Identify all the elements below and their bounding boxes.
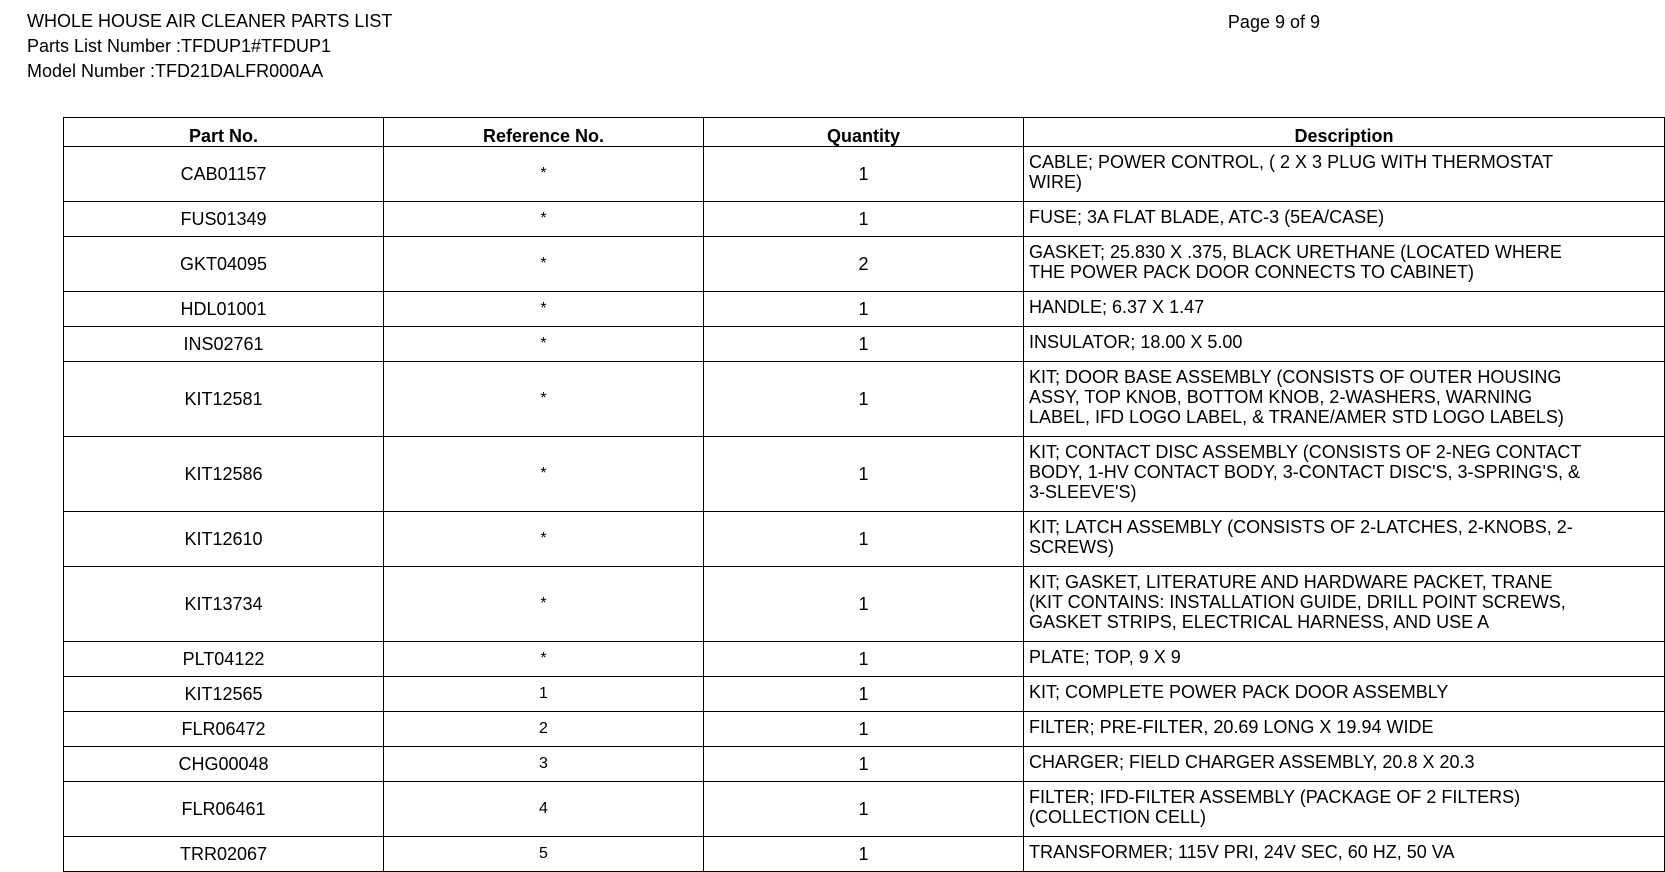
- reference-number: 3: [384, 747, 704, 782]
- part-number: FUS01349: [64, 202, 384, 237]
- description: KIT; GASKET, LITERATURE AND HARDWARE PACKET, TRANE (KIT CONTAINS: INSTALLATION GUIDE, DRILL POINT SCREWS, GASKET STRIPS, ELECTRICAL HARNESS, AND USE A: [1024, 567, 1665, 642]
- table-row: [64, 202, 1665, 237]
- reference-number: *: [384, 362, 704, 437]
- part-number: CAB01157: [64, 147, 384, 202]
- part-number: FLR06472: [64, 712, 384, 747]
- reference-number: *: [384, 147, 704, 202]
- table-row: [64, 147, 1665, 202]
- part-number: KIT12610: [64, 512, 384, 567]
- table-row: [64, 237, 1665, 292]
- quantity: 1: [704, 437, 1024, 512]
- part-number: KIT12586: [64, 437, 384, 512]
- description: HANDLE; 6.37 X 1.47: [1024, 292, 1665, 327]
- table-row: [64, 567, 1665, 642]
- description: INSULATOR; 18.00 X 5.00: [1024, 327, 1665, 362]
- description: CABLE; POWER CONTROL, ( 2 X 3 PLUG WITH THERMOSTAT WIRE): [1024, 147, 1665, 202]
- reference-number: 1: [384, 677, 704, 712]
- column-header-reference-no: Reference No.: [384, 118, 704, 147]
- part-number: INS02761: [64, 327, 384, 362]
- table-row: [64, 642, 1665, 677]
- column-header-description: Description: [1024, 118, 1665, 147]
- part-number: KIT12565: [64, 677, 384, 712]
- column-header-quantity: Quantity: [704, 118, 1024, 147]
- description: KIT; LATCH ASSEMBLY (CONSISTS OF 2-LATCHES, 2-KNOBS, 2- SCREWS): [1024, 512, 1665, 567]
- table-row: [64, 292, 1665, 327]
- reference-number: *: [384, 512, 704, 567]
- reference-number: *: [384, 292, 704, 327]
- table-row: [64, 362, 1665, 437]
- quantity: 2: [704, 237, 1024, 292]
- quantity: 1: [704, 147, 1024, 202]
- table-row: [64, 677, 1665, 712]
- table-row: [64, 747, 1665, 782]
- document-title: WHOLE HOUSE AIR CLEANER PARTS LIST: [27, 11, 393, 31]
- quantity: 1: [704, 642, 1024, 677]
- quantity: 1: [704, 362, 1024, 437]
- part-number: TRR02067: [64, 837, 384, 872]
- description: FUSE; 3A FLAT BLADE, ATC-3 (5EA/CASE): [1024, 202, 1665, 237]
- quantity: 1: [704, 567, 1024, 642]
- table-row: [64, 437, 1665, 512]
- reference-number: 2: [384, 712, 704, 747]
- table-row: [64, 837, 1665, 872]
- description: GASKET; 25.830 X .375, BLACK URETHANE (LOCATED WHERE THE POWER PACK DOOR CONNECTS TO CABINET): [1024, 237, 1665, 292]
- description: KIT; CONTACT DISC ASSEMBLY (CONSISTS OF 2-NEG CONTACT BODY, 1-HV CONTACT BODY, 3-CONTACT DISC'S, 3-SPRING'S, & 3-SLEEVE'S): [1024, 437, 1665, 512]
- quantity: 1: [704, 677, 1024, 712]
- table-header-row: [64, 118, 1665, 147]
- description: TRANSFORMER; 115V PRI, 24V SEC, 60 HZ, 50 VA: [1024, 837, 1665, 872]
- table-row: [64, 512, 1665, 567]
- description: CHARGER; FIELD CHARGER ASSEMBLY, 20.8 X 20.3: [1024, 747, 1665, 782]
- quantity: 1: [704, 782, 1024, 837]
- description: PLATE; TOP, 9 X 9: [1024, 642, 1665, 677]
- part-number: PLT04122: [64, 642, 384, 677]
- part-number: HDL01001: [64, 292, 384, 327]
- reference-number: *: [384, 327, 704, 362]
- page-number: Page 9 of 9: [1227, 12, 1320, 32]
- parts-table: [63, 117, 1665, 872]
- quantity: 1: [704, 712, 1024, 747]
- part-number: FLR06461: [64, 782, 384, 837]
- table-row: [64, 782, 1665, 837]
- description: FILTER; IFD-FILTER ASSEMBLY (PACKAGE OF 2 FILTERS) (COLLECTION CELL): [1024, 782, 1665, 837]
- quantity: 1: [704, 837, 1024, 872]
- description: KIT; DOOR BASE ASSEMBLY (CONSISTS OF OUTER HOUSING ASSY, TOP KNOB, BOTTOM KNOB, 2-WASHERS, WARNING LABEL, IFD LOGO LABEL, & TRANE/AMER STD LOGO LABELS): [1024, 362, 1665, 437]
- quantity: 1: [704, 327, 1024, 362]
- part-number: CHG00048: [64, 747, 384, 782]
- part-number: GKT04095: [64, 237, 384, 292]
- quantity: 1: [704, 747, 1024, 782]
- quantity: 1: [704, 512, 1024, 567]
- part-number: KIT13734: [64, 567, 384, 642]
- reference-number: *: [384, 437, 704, 512]
- table-row: [64, 712, 1665, 747]
- quantity: 1: [704, 292, 1024, 327]
- reference-number: 4: [384, 782, 704, 837]
- model-number: Model Number :TFD21DALFR000AA: [27, 61, 324, 81]
- column-header-part-no: Part No.: [64, 118, 384, 147]
- reference-number: *: [384, 202, 704, 237]
- reference-number: 5: [384, 837, 704, 872]
- quantity: 1: [704, 202, 1024, 237]
- table-row: [64, 327, 1665, 362]
- reference-number: *: [384, 237, 704, 292]
- reference-number: *: [384, 642, 704, 677]
- part-number: KIT12581: [64, 362, 384, 437]
- reference-number: *: [384, 567, 704, 642]
- parts-list-number: Parts List Number :TFDUP1#TFDUP1: [27, 36, 332, 56]
- description: FILTER; PRE-FILTER, 20.69 LONG X 19.94 WIDE: [1024, 712, 1665, 747]
- description: KIT; COMPLETE POWER PACK DOOR ASSEMBLY: [1024, 677, 1665, 712]
